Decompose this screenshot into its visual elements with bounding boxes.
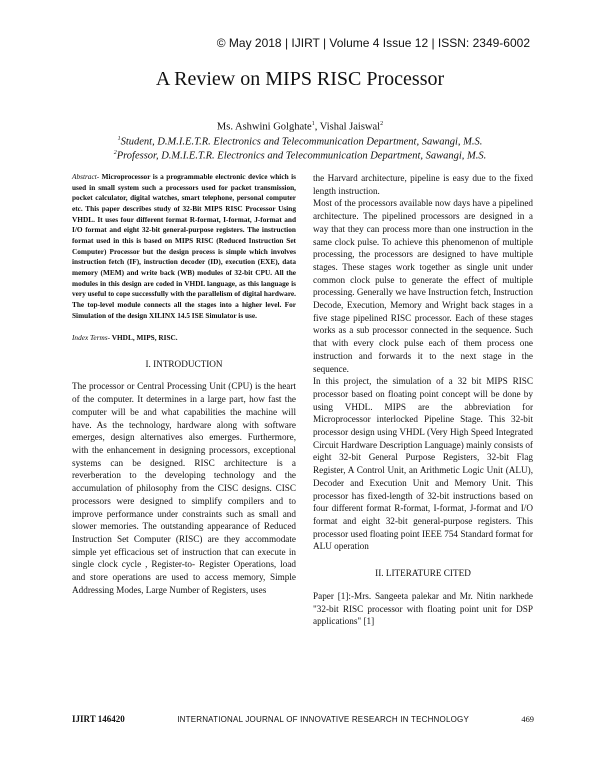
intro-continued-paragraph: the Harvard architecture, pipeline is easy due to the fixed length instruction. <box>313 173 533 196</box>
author-2-sup: 2 <box>380 121 384 127</box>
paper-title: A Review on MIPS RISC Processor <box>155 68 445 90</box>
running-head: © May 2018 | IJIRT | Volume 4 Issue 12 | ISSN: 2349-6002 <box>216 36 530 50</box>
author-1: Ms. Ashwini Golghate <box>216 121 312 133</box>
affiliation-1-text: Student, D.M.I.E.T.R. Electronics and Telecommunication Department, Sawangi, M.S. <box>120 136 483 148</box>
abstract-text: Microprocessor is a programmable electronic device which is used in small system such a processors used for packet transmission, pocket calculator, digital watches, smart telephone, personal computer etc. This paper describes study of 32-Bit MIPS RISC Processor Using VHDL. It uses four different format R-format, I-format, J-format and I/O format and eight 32-bit general-purpose registers. The instruction format used in this is based on MIPS RISC (Reduced Instruction Set Computer) Processor but the design process is simple which involves instruction fetch (IF), instruction decoder (ID), execution (EXE), data memory (MEM) and write back (WB) modules of 32-bit CPU. All the modules in this design are coded in VHDL language, as this language is very useful to cope successfully with the parallelism of digital hardware. The top-level module connects all the stages into a higher level. For Simulation of the design XILINX 14.5 ISE Simulator is use. <box>72 172 296 320</box>
index-terms-lead: Index Terms- <box>72 333 111 343</box>
left-column <box>72 172 296 596</box>
author-2: , Vishal Jaiswal <box>314 121 381 133</box>
abstract-lead: Abstract- <box>72 172 100 181</box>
section-heading-introduction: I. INTRODUCTION <box>145 358 223 369</box>
intro-paragraph: The processor or Central Processing Unit (CPU) is the heart of the computer. It determines in a large part, how fast the computer will be and what capabilities the machine will have. As the technology, hardware along with software emerges, design alternatives also emerges. Furthermore, with the enhancement in designing processors, exceptional systems can be designed. RISC architecture is a reverberation to the developing technology and the accumulation of philosophy from the CISC designs. CISC processors were designed to simplify compilers and to improve performance under constraints such as small and slower memories. The outstanding appearance of Reduced Instruction Set Computer (RISC) are they accommodate simple yet efficacious set of instruction that can execute in single clock cycle , Register-to- Register Operations, load and store operations are used to access memory, Simple Addressing Modes, Large Number of Registers, uses <box>72 381 296 595</box>
project-paragraph: In this project, the simulation of a 32 bit MIPS RISC processor based on floating point concept will be done by using VHDL. MIPS are the abbreviation for Microprocessor interlocked Pipeline Stage. This 32-bit processor design using VHDL (Very High Speed Integrated Circuit Hardware Description Language) mainly consists of eight 32-bit General Purpose Registers, 32-bit Flag Register, A Control Unit, an Arithmetic Logic Unit (ALU), Decoder and Execution Unit and Memory Unit. This processor has fixed-length of 32-bit instructions based on four different format R-format, I-format, J-format and I/O format and eight 32-bit general-purpose registers. This processor used floating point IEEE 754 Standard format for ALU operation <box>313 376 533 552</box>
index-terms <box>72 333 296 344</box>
affiliation-2 <box>0 150 600 162</box>
affiliation-1-sup: 1 <box>117 136 121 142</box>
affiliation-2-text: Professor, D.M.I.E.T.R. Electronics and Telecommunication Department, Sawangi, M.S. <box>116 150 487 162</box>
literature-paragraph: Paper [1]:-Mrs. Sangeeta palekar and Mr. Nitin narkhede "32-bit RISC processor with floating point unit for DSP applications" [1] <box>313 590 533 627</box>
page-footer <box>72 714 534 724</box>
footer-paper-id: IJIRT 146420 <box>72 714 125 724</box>
right-column <box>313 172 533 628</box>
author-line <box>0 121 600 133</box>
abstract <box>72 172 296 321</box>
section-heading-literature: II. LITERATURE CITED <box>375 568 471 579</box>
affiliation-2-sup: 2 <box>113 150 117 156</box>
index-terms-text: VHDL, MIPS, RISC. <box>110 333 178 343</box>
footer-journal-name: INTERNATIONAL JOURNAL OF INNOVATIVE RESEARCH IN TECHNOLOGY <box>177 715 469 724</box>
affiliation-1 <box>0 136 600 148</box>
author-1-sup: 1 <box>311 121 315 127</box>
pipeline-paragraph: Most of the processors available now days have a pipelined architecture. The pipelined processors are designed in a way that they can process more than one instruction in the same clock pulse. To achieve this phenomenon of multiple processing, the processors are designed to have multiple stages. These stages work together as single unit under common clock pulse to generate the effect of multiple processing. Generally we have Instruction fetch, Instruction Decode, Execution, Memory and Wright back stages in a five stage pipelined RISC processor. Each of these stages works as a sub processor connected in the sequence. Such that with every clock pulse each of them process one instruction and forwards it to the next stage in the sequence. <box>313 198 533 374</box>
footer-page-number: 469 <box>521 715 534 724</box>
